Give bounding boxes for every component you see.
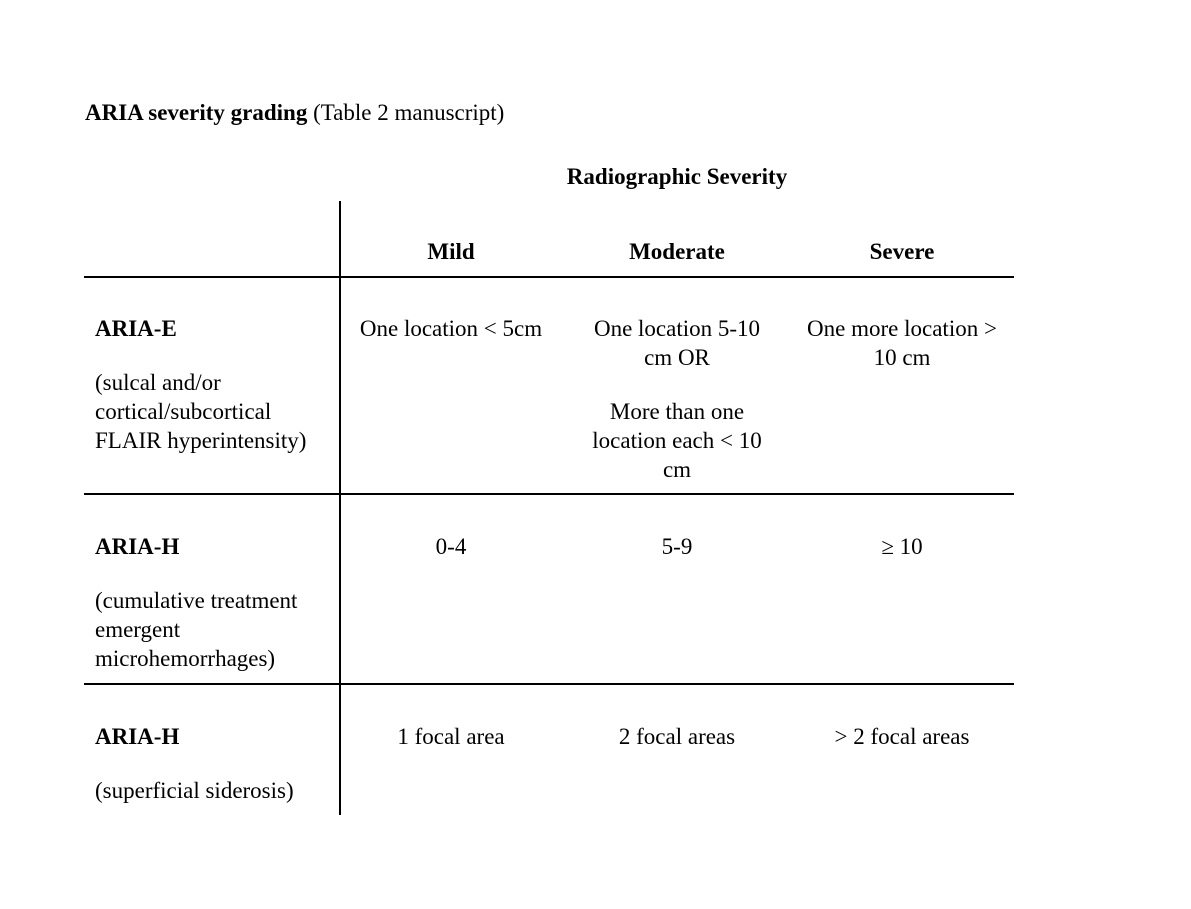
cell-aria-h-siderosis-moderate: 2 focal areas — [618, 724, 736, 749]
title-bold-text: ARIA severity grading — [85, 100, 308, 125]
cell-aria-e-moderate — [565, 314, 789, 484]
title-rest-text: (Table 2 manuscript) — [307, 100, 505, 125]
header-divider — [84, 276, 1014, 278]
row-description: (superficial siderosis) — [95, 778, 294, 803]
document-title — [85, 98, 504, 127]
column-header-mild: Mild — [427, 239, 475, 264]
row-divider-1 — [84, 493, 1014, 495]
row-description: (sulcal and/or cortical/subcortical FLAIR hyperintensity) — [95, 370, 307, 453]
row-label-aria-h-microhemorrhages — [95, 532, 335, 673]
cell-aria-e-severe: One more location > 10 cm — [807, 316, 997, 370]
row-name: ARIA-H — [95, 724, 180, 749]
cell-aria-h-siderosis-mild: 1 focal area — [397, 724, 505, 749]
row-divider-2 — [84, 683, 1014, 685]
row-name: ARIA-H — [95, 534, 180, 559]
cell-moderate-line: One location 5-10 cm OR — [593, 316, 761, 370]
cell-aria-e-mild: One location < 5cm — [359, 316, 543, 341]
cell-aria-h-micro-severe: ≥ 10 — [881, 534, 923, 559]
row-label-aria-h-siderosis — [95, 722, 335, 805]
row-name: ARIA-E — [95, 316, 177, 341]
column-header-severe: Severe — [869, 239, 935, 264]
column-header-moderate: Moderate — [629, 239, 725, 264]
row-description: (cumulative treatment emergent microhemorrhages) — [95, 588, 298, 671]
cell-aria-h-siderosis-severe: > 2 focal areas — [834, 724, 970, 749]
cell-aria-h-micro-mild: 0-4 — [435, 534, 467, 559]
radiographic-severity-header: Radiographic Severity — [566, 164, 788, 189]
cell-aria-h-micro-moderate: 5-9 — [661, 534, 693, 559]
row-label-aria-e — [95, 314, 335, 455]
cell-moderate-extra: More than one location each < 10 cm — [592, 399, 762, 482]
